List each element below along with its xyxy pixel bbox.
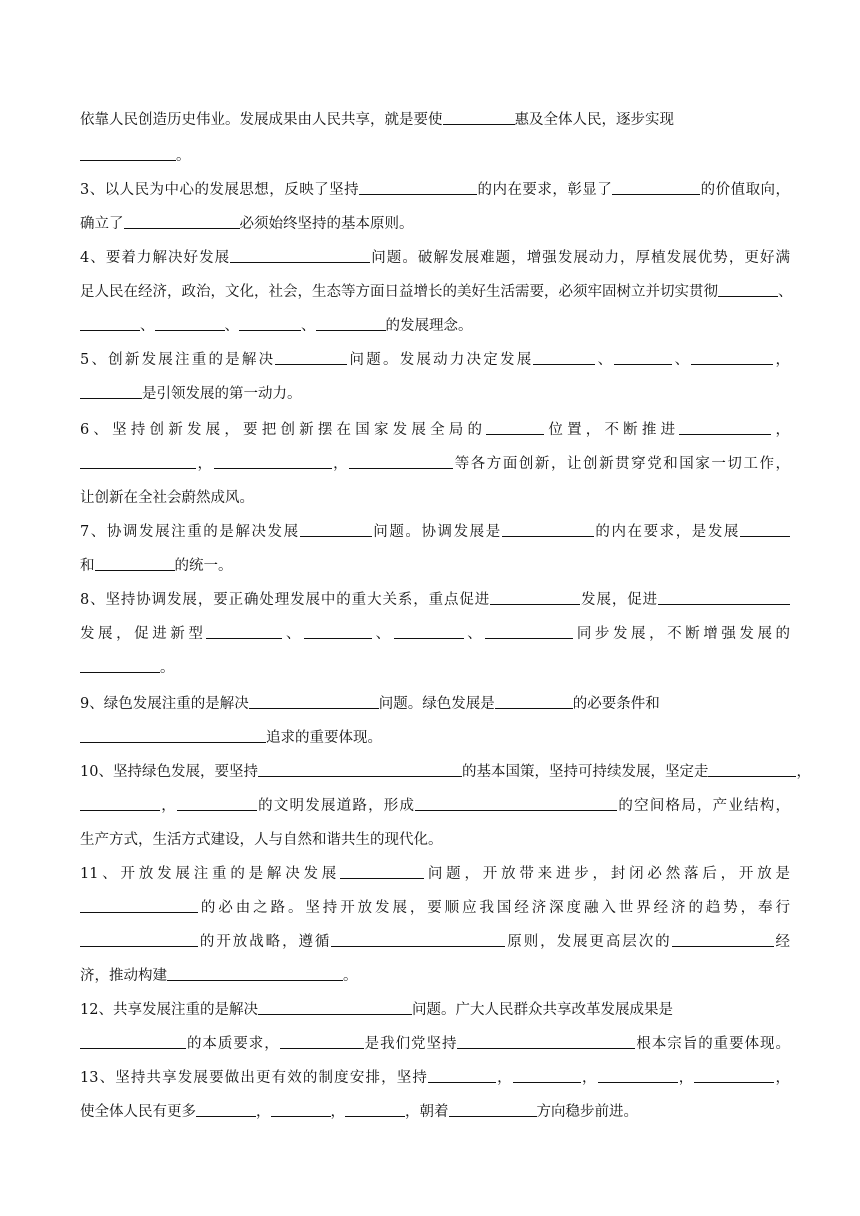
- text-line: [80, 1102, 790, 1122]
- fill-in-blank: [694, 1068, 774, 1083]
- text-segment: 让创新在全社会蔚然成风。: [80, 490, 254, 506]
- text-segment: 生产方式，生活方式建设，人与自然和谐共生的现代化。: [80, 832, 443, 848]
- text-segment: ，: [331, 456, 350, 472]
- text-segment: 问题。绿色发展是: [378, 696, 495, 712]
- text-segment: 、: [372, 626, 394, 642]
- fill-in-blank: [513, 1068, 581, 1083]
- text-segment: ，: [771, 422, 790, 438]
- text-segment: 依靠人民创造历史伟业。发展成果由人民共享，就是要使: [80, 112, 443, 128]
- text-segment: 经: [773, 934, 791, 950]
- text-segment: 8、坚持协调发展，要正确处理发展中的重大关系，重点促进: [80, 592, 491, 608]
- fill-in-blank: [457, 1034, 635, 1049]
- text-segment: ，: [677, 1070, 695, 1086]
- text-segment: 9、绿色发展注重的是解决: [80, 696, 249, 712]
- text-segment: 5、创新发展注重的是解决: [80, 352, 276, 368]
- fill-in-blank: [443, 110, 515, 125]
- fill-in-blank: [230, 248, 370, 263]
- text-segment: 和: [80, 558, 95, 574]
- fill-in-blank: [428, 1068, 496, 1083]
- fill-in-blank: [177, 796, 257, 811]
- text-segment: 。: [176, 148, 191, 164]
- fill-in-blank: [80, 932, 198, 947]
- text-line: [80, 966, 790, 986]
- text-segment: 追求的重要体现。: [266, 730, 382, 746]
- fill-in-blank: [331, 932, 505, 947]
- fill-in-blank: [679, 420, 771, 435]
- text-line: [80, 350, 790, 370]
- text-segment: 13、坚持共享发展要做出更有效的制度安排，坚持: [80, 1070, 429, 1086]
- text-segment: 、: [140, 318, 155, 334]
- text-segment: 是我们党坚持: [363, 1036, 458, 1052]
- text-line: [80, 624, 790, 644]
- text-line: [80, 384, 790, 404]
- fill-in-blank: [485, 624, 573, 639]
- text-line: [80, 864, 790, 884]
- text-segment: ，: [796, 764, 811, 780]
- fill-in-blank: [672, 932, 774, 947]
- fill-in-blank: [80, 796, 160, 811]
- text-line: [80, 316, 790, 336]
- text-segment: 的本质要求，: [186, 1036, 280, 1052]
- fill-in-blank: [239, 316, 301, 331]
- text-line: [80, 796, 790, 816]
- text-segment: 的必要条件和: [572, 696, 660, 712]
- text-segment: 问题，开放带来进步，封闭必然落后，开放是: [424, 866, 791, 882]
- text-line: [80, 1000, 790, 1020]
- text-line: [80, 658, 790, 678]
- fill-in-blank: [80, 898, 198, 913]
- text-segment: 的内在要求，是发展: [593, 524, 740, 540]
- fill-in-blank: [124, 214, 240, 229]
- text-line: [80, 420, 790, 440]
- fill-in-blank: [486, 420, 544, 435]
- text-segment: 发展，促进: [580, 592, 658, 608]
- text-line: [80, 180, 790, 200]
- fill-in-blank: [80, 728, 266, 743]
- fill-in-blank: [155, 316, 225, 331]
- text-segment: 根本宗旨的重要体现。: [635, 1036, 791, 1052]
- fill-in-blank: [271, 1102, 331, 1117]
- text-segment: 的必由之路。坚持开放发展，要顺应我国经济深度融入世界经济的趋势，奉行: [198, 900, 790, 916]
- fill-in-blank: [304, 624, 372, 639]
- text-segment: 位置，不断推进: [544, 422, 680, 438]
- text-line: [80, 898, 790, 918]
- fill-in-blank: [502, 522, 594, 537]
- fill-in-blank: [718, 282, 778, 297]
- text-segment: 足人民在经济，政治，文化，社会，生态等方面日益增长的美好生活需要，必须牢固树立并切实贯彻: [80, 284, 718, 300]
- text-line: [80, 282, 793, 302]
- text-line: [80, 248, 790, 268]
- text-line: [80, 694, 790, 714]
- fill-in-blank: [167, 966, 343, 981]
- text-segment: 、: [282, 626, 305, 642]
- fill-in-blank: [349, 454, 453, 469]
- text-line: [80, 214, 790, 234]
- text-segment: 确立了: [80, 216, 124, 232]
- text-segment: 的基本国策，坚持可持续发展，坚定走: [461, 764, 709, 780]
- fill-in-blank: [275, 350, 347, 365]
- text-segment: 问题。协调发展是: [371, 524, 502, 540]
- text-segment: 的空间格局，产业结构，: [617, 798, 791, 814]
- fill-in-blank: [80, 146, 176, 161]
- fill-in-blank: [258, 1000, 412, 1015]
- fill-in-blank: [598, 1068, 678, 1083]
- fill-in-blank: [300, 522, 372, 537]
- text-segment: ，: [774, 1070, 791, 1086]
- fill-in-blank: [258, 762, 462, 777]
- fill-in-blank: [449, 1102, 537, 1117]
- text-line: [80, 110, 790, 130]
- fill-in-blank: [80, 658, 160, 673]
- text-line: [80, 728, 790, 748]
- text-segment: 。: [343, 968, 358, 984]
- text-segment: 的统一。: [174, 558, 233, 574]
- fill-in-blank: [359, 180, 477, 195]
- fill-in-blank: [658, 590, 790, 605]
- fill-in-blank: [345, 1102, 405, 1117]
- fill-in-blank: [691, 350, 773, 365]
- text-segment: 原则，发展更高层次的: [505, 934, 672, 950]
- fill-in-blank: [316, 316, 386, 331]
- text-segment: 的价值取向，: [700, 182, 791, 198]
- fill-in-blank: [214, 454, 332, 469]
- text-segment: 同步发展，不断增强发展的: [573, 626, 791, 642]
- fill-in-blank: [340, 864, 424, 879]
- text-segment: 7、协调发展注重的是解决发展: [80, 524, 300, 540]
- text-segment: 等各方面创新，让创新贯穿党和国家一切工作，: [453, 456, 791, 472]
- text-line: [80, 522, 790, 542]
- fill-in-blank: [80, 316, 140, 331]
- text-segment: 、: [224, 318, 239, 334]
- fill-in-blank: [196, 1102, 256, 1117]
- text-segment: ，: [330, 1104, 345, 1120]
- fill-in-blank: [80, 454, 196, 469]
- fill-in-blank: [415, 796, 617, 811]
- text-line: [80, 1034, 790, 1054]
- text-segment: ，: [196, 456, 214, 472]
- fill-in-blank: [490, 590, 580, 605]
- text-segment: 3、以人民为中心的发展思想，反映了坚持: [80, 182, 360, 198]
- text-segment: 使全体人民有更多: [80, 1104, 196, 1120]
- fill-in-blank: [533, 350, 595, 365]
- text-segment: ，: [580, 1070, 598, 1086]
- fill-in-blank: [80, 384, 142, 399]
- text-line: [80, 830, 790, 850]
- text-segment: 的文明发展道路，形成: [256, 798, 416, 814]
- text-line: [80, 932, 790, 952]
- text-segment: 、: [301, 318, 316, 334]
- fill-in-blank: [280, 1034, 364, 1049]
- text-segment: 、: [595, 352, 615, 368]
- text-segment: ，: [160, 798, 177, 814]
- text-line: [80, 762, 811, 782]
- text-segment: 方向稳步前进。: [536, 1104, 638, 1120]
- fill-in-blank: [394, 624, 464, 639]
- text-segment: 的开放战略，遵循: [198, 934, 332, 950]
- text-segment: ，: [773, 352, 791, 368]
- text-segment: 、: [778, 284, 793, 300]
- text-segment: 的发展理念。: [385, 318, 473, 334]
- fill-in-blank: [612, 180, 700, 195]
- text-line: [80, 146, 790, 166]
- fill-in-blank: [708, 762, 796, 777]
- text-segment: 发展，促进新型: [80, 626, 207, 642]
- text-segment: 4、要着力解决好发展: [80, 250, 231, 266]
- text-line: [80, 454, 790, 474]
- text-segment: 、: [672, 352, 692, 368]
- text-segment: ，: [496, 1070, 513, 1086]
- text-segment: 10、坚持绿色发展，要坚持: [80, 764, 258, 780]
- text-segment: 的内在要求，彰显了: [477, 182, 613, 198]
- fill-in-blank: [95, 556, 175, 571]
- text-segment: 11、开放发展注重的是解决发展: [80, 866, 341, 882]
- text-segment: 、: [463, 626, 486, 642]
- text-segment: 问题。发展动力决定发展: [347, 352, 534, 368]
- text-segment: 6、坚持创新发展，要把创新摆在国家发展全局的: [80, 422, 487, 438]
- text-segment: 问题。破解发展难题，增强发展动力，厚植发展优势，更好满: [370, 250, 790, 266]
- text-segment: 是引领发展的第一动力。: [142, 386, 302, 402]
- fill-in-blank: [249, 694, 379, 709]
- fill-in-blank: [740, 522, 790, 537]
- fill-in-blank: [206, 624, 282, 639]
- text-segment: 问题。广大人民群众共享改革发展成果是: [411, 1002, 673, 1018]
- text-line: [80, 1068, 790, 1088]
- fill-in-blank: [495, 694, 573, 709]
- text-segment: 惠及全体人民，逐步实现: [514, 112, 674, 128]
- text-segment: 必须始终坚持的基本原则。: [239, 216, 414, 232]
- text-line: [80, 590, 790, 610]
- text-segment: 12、共享发展注重的是解决: [80, 1002, 258, 1018]
- text-segment: 。: [160, 660, 175, 676]
- text-line: [80, 556, 790, 576]
- text-line: [80, 488, 790, 508]
- fill-in-blank: [80, 1034, 186, 1049]
- fill-in-blank: [614, 350, 672, 365]
- text-segment: ，朝着: [405, 1104, 449, 1120]
- text-segment: 济，推动构建: [80, 968, 167, 984]
- text-segment: ，: [256, 1104, 271, 1120]
